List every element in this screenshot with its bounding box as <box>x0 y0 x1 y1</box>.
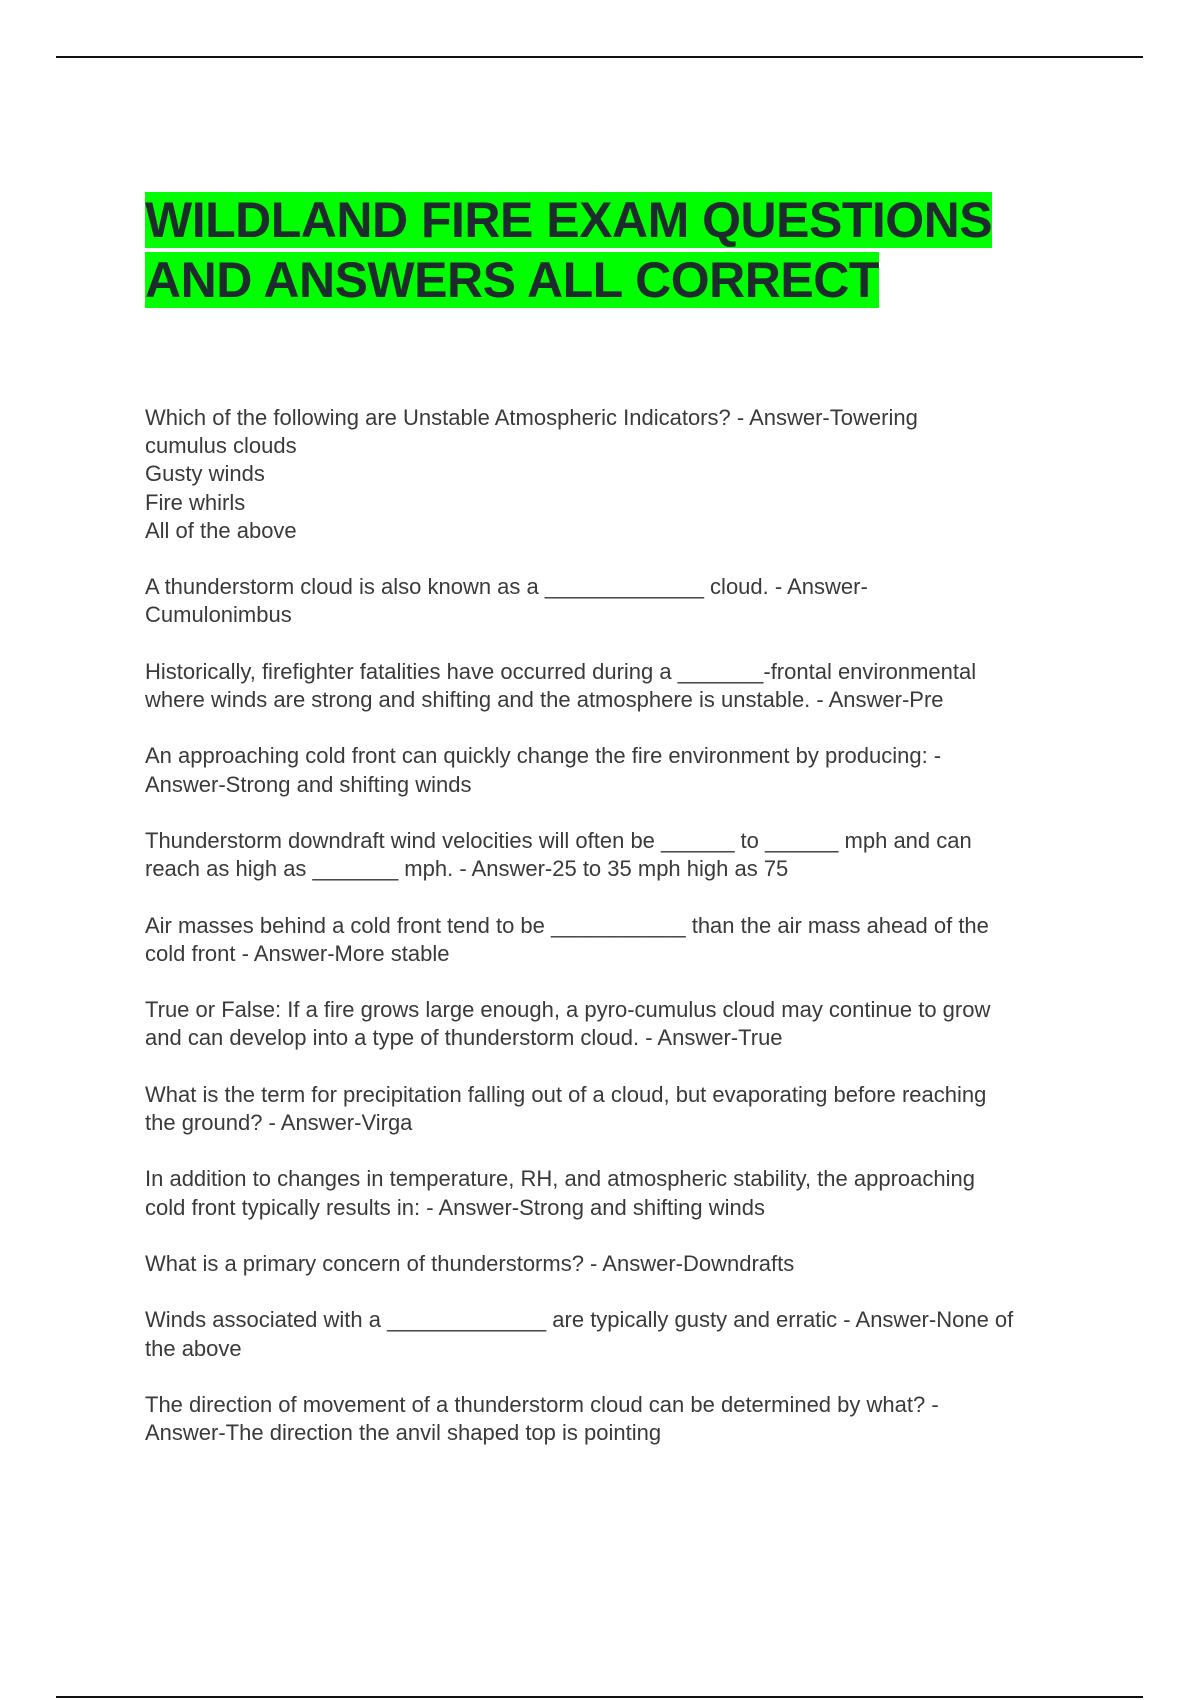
qa-item: What is a primary concern of thunderstorms? - Answer-Downdrafts <box>145 1250 795 1276</box>
qa-item: Air masses behind a cold front tend to be ___________ than the air mass ahead of the cold front - Answer-More stable <box>145 912 989 966</box>
qa-item: In addition to changes in temperature, RH, and atmospheric stability, the approaching cold front typically results in: - Answer-Strong and shifting winds <box>145 1166 975 1220</box>
title-line-2: AND ANSWERS ALL CORRECT <box>145 252 879 308</box>
qa-item: Which of the following are Unstable Atmospheric Indicators? - Answer-Towering cumulus clouds Gusty winds Fire whirls All of the above <box>145 405 918 543</box>
qa-item: True or False: If a fire grows large enough, a pyro-cumulus cloud may continue to grow and can develop into a type of thunderstorm cloud. - Answer-True <box>145 997 991 1051</box>
qa-item: The direction of movement of a thunderstorm cloud can be determined by what? - Answer-The direction the anvil shaped top is pointing <box>145 1391 939 1446</box>
footer-rule <box>56 1696 1143 1698</box>
qa-item: Historically, firefighter fatalities have occurred during a _______-frontal environmental where winds are strong and shifting and the atmosphere is unstable. - Answer-Pre <box>145 658 977 712</box>
document-title <box>145 190 1065 310</box>
qa-item: An approaching cold front can quickly change the fire environment by producing: - Answer-Strong and shifting winds <box>145 743 942 797</box>
qa-item: Thunderstorm downdraft wind velocities will often be ______ to ______ mph and can reach as high as _______ mph. - Answer-25 to 35 mph high as 75 <box>145 827 972 882</box>
header-rule <box>56 56 1143 58</box>
qa-list <box>145 404 1090 1476</box>
qa-item: Winds associated with a _____________ are typically gusty and erratic - Answer-None of the above <box>145 1307 1014 1361</box>
qa-item: What is the term for precipitation falling out of a cloud, but evaporating before reaching the ground? - Answer-Virga <box>145 1081 987 1135</box>
qa-item: A thunderstorm cloud is also known as a _____________ cloud. - Answer- Cumulonimbus <box>145 574 868 628</box>
title-line-1: WILDLAND FIRE EXAM QUESTIONS <box>145 192 993 248</box>
